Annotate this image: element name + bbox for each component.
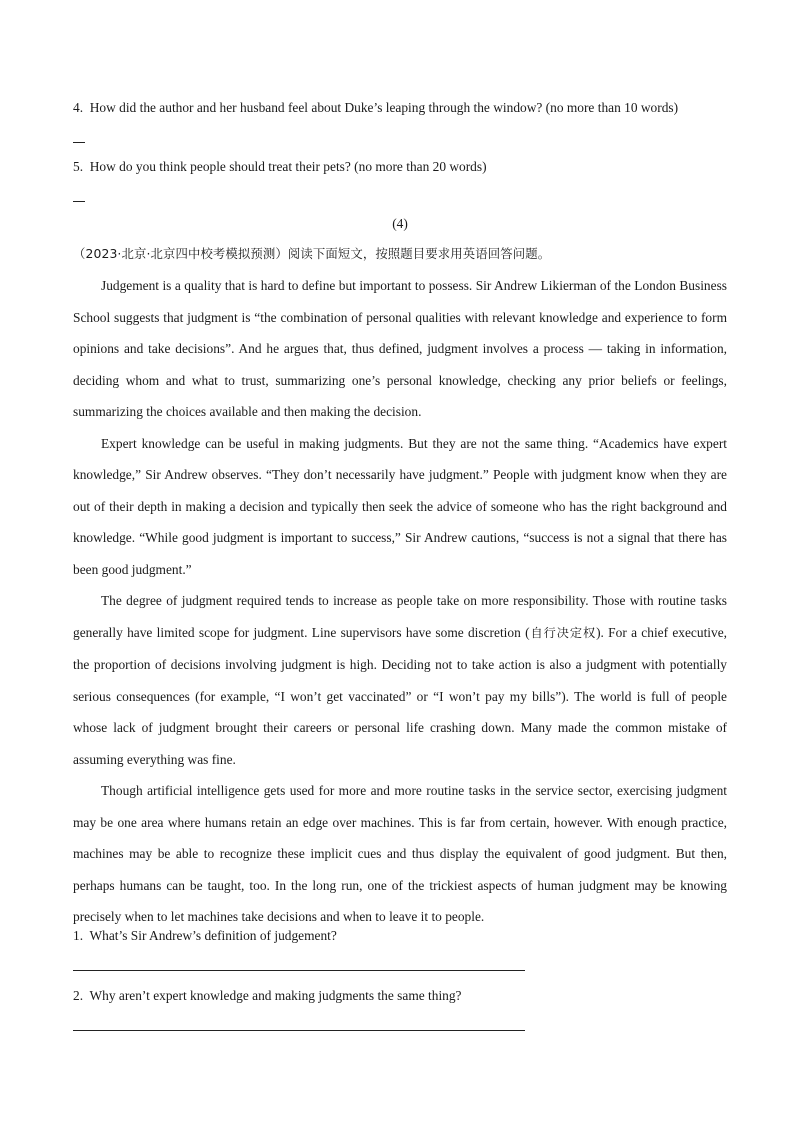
question-number: 4. [73,100,84,115]
reading-passage [73,270,727,933]
source-line: （2023·北京·北京四中校考模拟预测）阅读下面短文，按照题目要求用英语回答问题。 [73,246,551,261]
question-number: 2. [73,988,84,1003]
section-number: (4) [392,216,408,231]
question-number: 5. [73,159,84,174]
paragraph-3-part-2: ). For a chief executive, the proportion of decisions involving judgment is high. Deciding not to take action is also a judgment with potentially serious consequences (for example, “I won’t get vaccinated” or “I won’t pay my bills”). The world is full of people whose lack of judgment brought their careers or personal life crashing down. Many made the common mistake of assuming everything was fine. [73,624,727,767]
chinese-gloss: 自行决定权 [529,625,597,640]
answer-blank[interactable] [73,142,85,143]
paragraph-4: Though artificial intelligence gets used for more and more routine tasks in the service sector, exercising judgment may be one area where humans retain an edge over machines. This is far from certain, however. With enough practice, machines may be able to recognize these implicit cues and thus display the equivalent of good judgment. But then, perhaps humans can be taught, too. In the long run, one of the trickiest aspects of human judgment may be knowing precisely when to let machines take decisions and when to leave it to people. [73,783,727,924]
answer-blank[interactable] [73,201,85,202]
question-number: 1. [73,928,84,943]
answer-line[interactable] [73,970,525,971]
question-text: How do you think people should treat their pets? (no more than 20 words) [89,159,487,174]
question-5 [73,159,487,175]
paragraph-2: Expert knowledge can be useful in making judgments. But they are not the same thing. “Academics have expert knowledge,” Sir Andrew observes. “They don’t necessarily have judgment.” People with judgment know when they are out of their depth in making a decision and typically then seek the advice of someone who has the right background and knowledge. “While good judgment is important to success,” Sir Andrew cautions, “success is not a signal that there has been good judgment.” [73,435,727,577]
question-2 [73,988,462,1004]
paragraph-3 [73,585,727,775]
paragraph-1: Judgement is a quality that is hard to define but important to possess. Sir Andrew Likierman of the London Business School suggests that judgment is “the combination of personal qualities with relevant knowledge and experience to form opinions and take decisions”. And he argues that, thus defined, judgment involves a process — taking in information, deciding whom and what to trust, summarizing one’s personal knowledge, checking any prior beliefs or feelings, summarizing the choices available and then making the decision. [73,278,727,419]
question-4 [73,100,678,116]
answer-line[interactable] [73,1030,525,1031]
question-text: Why aren’t expert knowledge and making judgments the same thing? [89,988,462,1003]
question-text: What’s Sir Andrew’s definition of judgement? [89,928,337,943]
question-text: How did the author and her husband feel about Duke’s leaping through the window? (no more than 10 words) [89,100,679,115]
question-1 [73,928,337,944]
paragraph-3-part-1: The degree of judgment required tends to increase as people take on more responsibility. Those with routine tasks generally have limited scope for judgment. Line supervisors have some discretion ( [73,593,727,640]
